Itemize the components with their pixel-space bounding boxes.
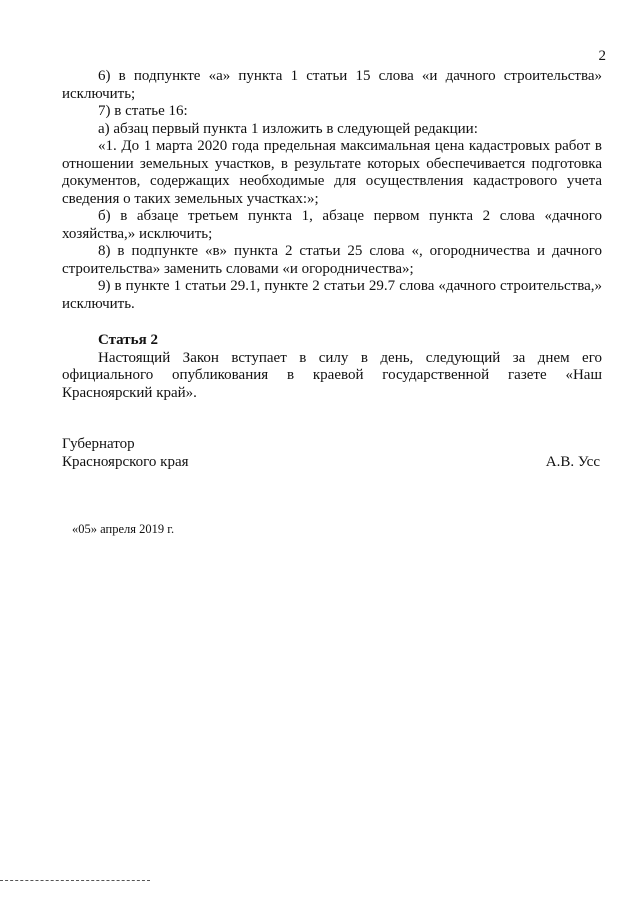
- footer-divider: [0, 880, 150, 881]
- paragraph: 9) в пункте 1 статьи 29.1, пункте 2 статьи 29.7 слова «дачного строительства,» исключить.: [62, 278, 602, 312]
- signatory-region: Красноярского края: [62, 453, 189, 470]
- signatory-title: Губернатор: [62, 436, 135, 452]
- amendments-list: [62, 68, 602, 313]
- page-number: 2: [598, 48, 606, 64]
- article-text: Настоящий Закон вступает в силу в день, следующий за днем его официального опубликования в краевой государственной газете «Наш Красноярский край».: [62, 349, 602, 401]
- article-2: [62, 332, 602, 402]
- signatory-name: А.В. Усс: [545, 453, 600, 470]
- signature-block: [62, 436, 602, 471]
- paragraph: 6) в подпункте «а» пункта 1 статьи 15 слова «и дачного строительства» исключить;: [62, 68, 602, 102]
- signature-line: [62, 454, 602, 472]
- paragraph: 7) в статье 16:: [98, 103, 188, 119]
- paragraph: б) в абзаце третьем пункта 1, абзаце первом пункта 2 слова «дачного хозяйства,» исключить;: [62, 208, 602, 242]
- paragraph: а) абзац первый пункта 1 изложить в следующей редакции:: [98, 120, 478, 137]
- paragraph: «1. До 1 марта 2020 года предельная максимальная цена кадастровых работ в отношении земельных участков, в результате которых обеспечивается подготовка документов, содержащих необходимые для осуществления кадастрового учета сведения о таких земельных участках:»;: [62, 138, 602, 207]
- paragraph: 8) в подпункте «в» пункта 2 статьи 25 слова «, огородничества и дачного строительства» заменить словами «и огородничества»;: [62, 243, 602, 277]
- article-heading: Статья 2: [98, 332, 158, 348]
- document-date: «05» апреля 2019 г.: [72, 522, 175, 536]
